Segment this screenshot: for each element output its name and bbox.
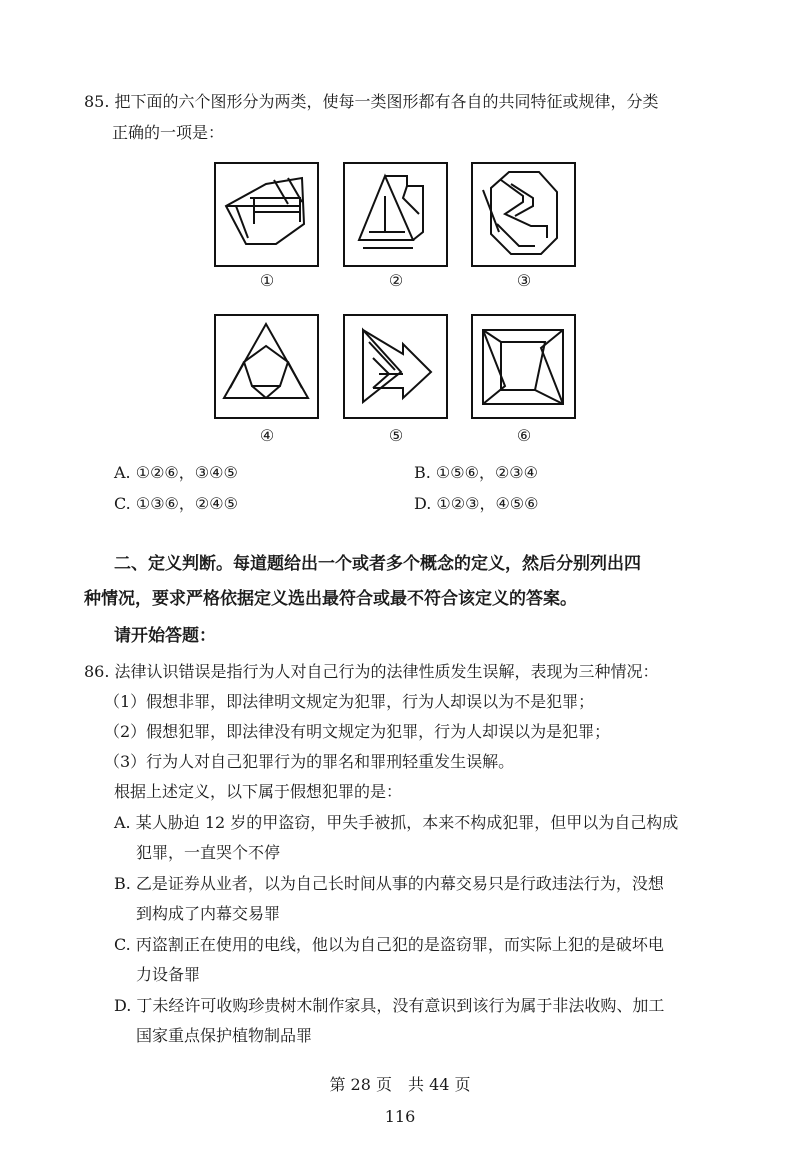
q86-option-c-line2[interactable]: 力设备罪 <box>136 965 201 984</box>
q86-option-d-line2[interactable]: 国家重点保护植物制品罪 <box>136 1026 313 1045</box>
figure-3-label: ③ <box>516 271 532 290</box>
q86-item-3: （3）行为人对自己犯罪行为的罪名和罪刑轻重发生误解。 <box>104 752 515 771</box>
q85-option-a[interactable]: A. ①②⑥，③④⑤ <box>114 463 238 482</box>
q86-option-b-line1[interactable]: B. 乙是证券从业者，以为自己长时间从事的内幕交易只是行政违法行为，没想 <box>114 874 664 893</box>
q86-option-a-line1[interactable]: A. 某人胁迫 12 岁的甲盗窃，甲失手被抓，本来不构成犯罪，但甲以为自己构成 <box>114 813 679 832</box>
figure-1-label: ① <box>259 271 275 290</box>
q85-option-c[interactable]: C. ①③⑥，②④⑤ <box>114 494 238 513</box>
q85-stem-line2: 正确的一项是： <box>112 123 225 142</box>
figure-6 <box>471 314 576 419</box>
q85-option-d[interactable]: D. ①②③，④⑤⑥ <box>414 494 539 513</box>
q86-question: 根据上述定义，以下属于假想犯罪的是： <box>114 782 403 801</box>
q86-option-c-line1[interactable]: C. 丙盗割正在使用的电线，他以为自己犯的是盗窃罪，而实际上犯的是破坏电 <box>114 935 664 954</box>
figure-1 <box>214 162 319 267</box>
section2-heading-line1: 二、定义判断。每道题给出一个或者多个概念的定义，然后分别列出四 <box>114 554 641 574</box>
page-number: 116 <box>384 1107 416 1126</box>
q86-option-b-line2[interactable]: 到构成了内幕交易罪 <box>136 904 281 923</box>
q85-option-b[interactable]: B. ①⑤⑥，②③④ <box>414 463 538 482</box>
figure-5 <box>343 314 448 419</box>
figure-2-label: ② <box>388 271 404 290</box>
section2-start: 请开始答题： <box>114 626 216 646</box>
figure-3 <box>471 162 576 267</box>
figure-5-label: ⑤ <box>388 426 404 445</box>
section2-heading-line2: 种情况，要求严格依据定义选出最符合或最不符合该定义的答案。 <box>84 589 577 609</box>
q86-item-2: （2）假想犯罪，即法律没有明文规定为犯罪，行为人却误以为是犯罪； <box>104 722 611 741</box>
figure-6-label: ⑥ <box>516 426 532 445</box>
figure-4 <box>214 314 319 419</box>
q86-stem: 86. 法律认识错误是指行为人对自己行为的法律性质发生误解，表现为三种情况： <box>84 662 659 681</box>
q85-stem-line1: 85. 把下面的六个图形分为两类，使每一类图形都有各自的共同特征或规律，分类 <box>84 92 659 111</box>
page-of-total: 第 28 页 共 44 页 <box>329 1075 471 1094</box>
q86-option-a-line2[interactable]: 犯罪，一直哭个不停 <box>136 843 281 862</box>
figure-4-label: ④ <box>259 426 275 445</box>
figure-2 <box>343 162 448 267</box>
q86-option-d-line1[interactable]: D. 丁未经许可收购珍贵树木制作家具，没有意识到该行为属于非法收购、加工 <box>114 996 665 1015</box>
q86-item-1: （1）假想非罪，即法律明文规定为犯罪，行为人却误以为不是犯罪； <box>104 692 595 711</box>
